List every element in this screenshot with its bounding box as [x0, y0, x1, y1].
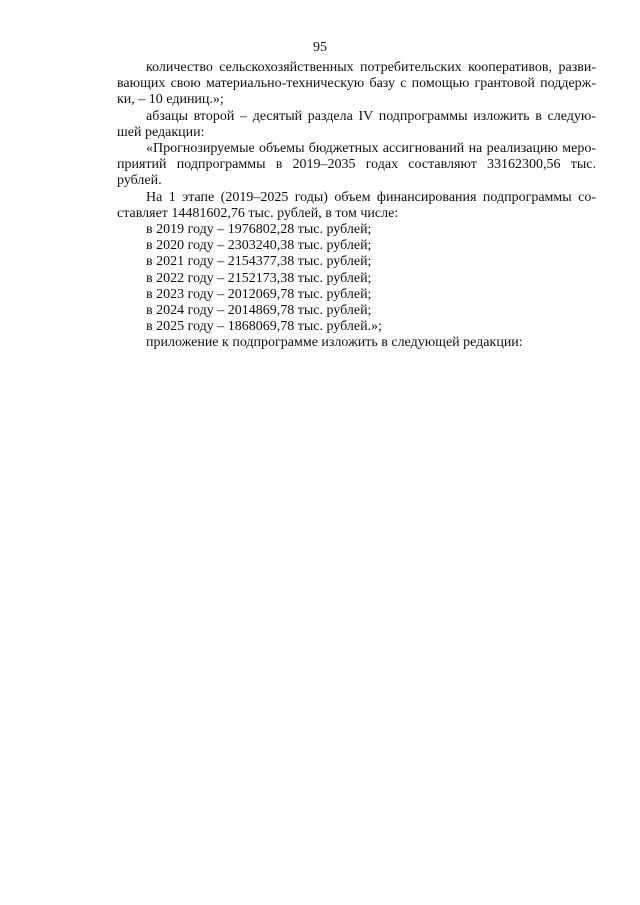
- text-line: ки, – 10 единиц.»;: [117, 92, 224, 108]
- text-line: вающих свою материально-техническую базу с помощью грантовой поддерж-: [117, 76, 596, 92]
- text-line: приятий подпрограммы в 2019–2035 годах составляют 33162300,56 тыс. рублей.: [117, 157, 596, 189]
- year-item: в 2022 году – 2152173,38 тыс. рублей;: [146, 270, 372, 286]
- page-number: 95: [313, 40, 327, 55]
- year-item: в 2023 году – 2012069,78 тыс. рублей;: [146, 286, 372, 302]
- paragraph-appendix: приложение к подпрограмме изложить в следующей редакции:: [146, 335, 523, 351]
- text-line: «Прогнозируемые объемы бюджетных ассигнований на реализацию меро-: [146, 141, 596, 157]
- document-body: [117, 60, 596, 352]
- year-item: в 2020 году – 2303240,38 тыс. рублей;: [146, 238, 372, 254]
- year-item: в 2025 году – 1868069,78 тыс. рублей.»;: [146, 319, 382, 335]
- text-line: ставляет 14481602,76 тыс. рублей, в том числе:: [117, 205, 399, 221]
- text-line: На 1 этапе (2019–2025 годы) объем финансирования подпрограммы со-: [146, 189, 596, 205]
- yearly-funding-list: [117, 222, 596, 335]
- year-item: в 2024 году – 2014869,78 тыс. рублей;: [146, 303, 372, 319]
- paragraph-cooperatives: [117, 60, 596, 109]
- year-item: в 2019 году – 1976802,28 тыс. рублей;: [146, 222, 372, 238]
- text-line: шей редакции:: [117, 124, 205, 140]
- paragraph-forecast-budget: [117, 141, 596, 190]
- text-line: количество сельскохозяйственных потребительских кооперативов, разви-: [146, 60, 596, 75]
- paragraph-stage-one: [117, 190, 596, 222]
- year-item: в 2021 году – 2154377,38 тыс. рублей;: [146, 254, 372, 270]
- text-line: абзацы второй – десятый раздела IV подпрограммы изложить в следую-: [146, 108, 596, 124]
- paragraph-section-iv: [117, 109, 596, 141]
